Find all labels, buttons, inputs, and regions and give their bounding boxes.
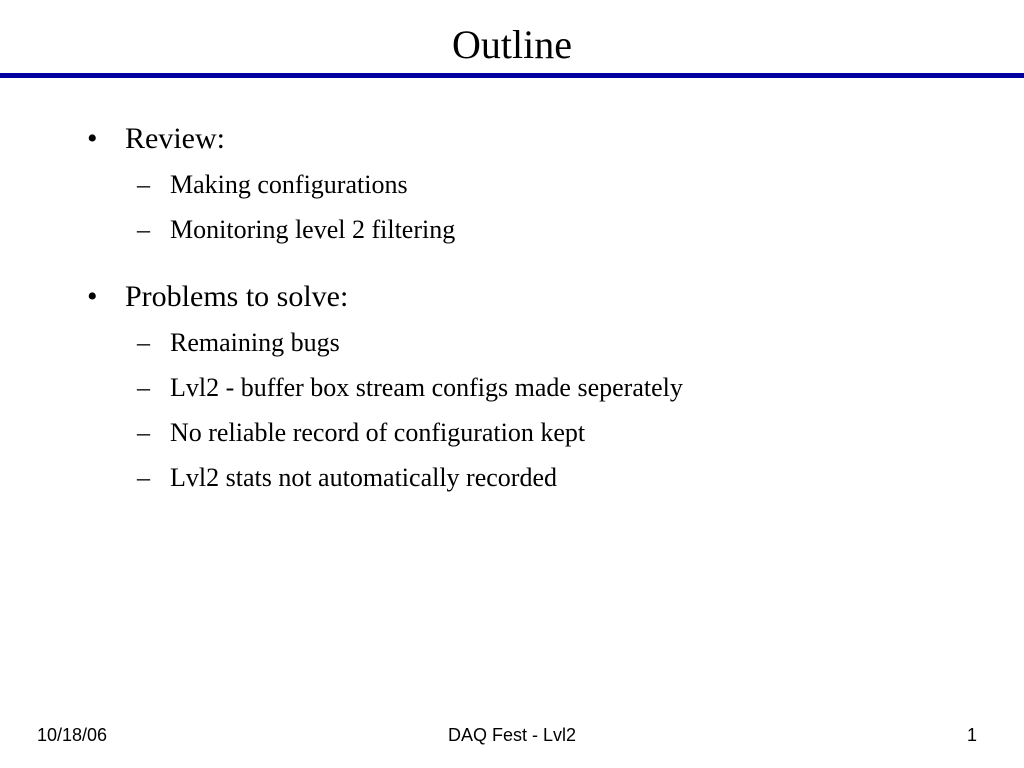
title-divider bbox=[0, 73, 1024, 78]
bullet-icon: • bbox=[87, 122, 98, 155]
list-item-text: Remaining bugs bbox=[170, 328, 340, 357]
slide-title: Outline bbox=[452, 22, 572, 67]
page-number: 1 bbox=[966, 725, 977, 745]
list-item-text: Making configurations bbox=[170, 170, 408, 199]
dash-icon: – bbox=[137, 418, 150, 447]
dash-icon: – bbox=[137, 170, 150, 199]
dash-icon: – bbox=[137, 215, 150, 244]
dash-icon: – bbox=[137, 373, 150, 402]
bullet-icon: • bbox=[87, 280, 98, 313]
list-item-text: Monitoring level 2 filtering bbox=[170, 215, 456, 244]
footer-title: DAQ Fest - Lvl2 bbox=[447, 725, 577, 745]
dash-icon: – bbox=[137, 328, 150, 357]
list-item-text: Lvl2 - buffer box stream configs made seperately bbox=[170, 373, 683, 402]
list-item-text: Lvl2 stats not automatically recorded bbox=[170, 463, 557, 492]
footer-date: 10/18/06 bbox=[37, 725, 108, 745]
dash-icon: – bbox=[137, 463, 150, 492]
section-heading: Review: bbox=[125, 122, 225, 155]
list-item-text: No reliable record of configuration kept bbox=[170, 418, 586, 447]
section-heading: Problems to solve: bbox=[125, 280, 349, 313]
